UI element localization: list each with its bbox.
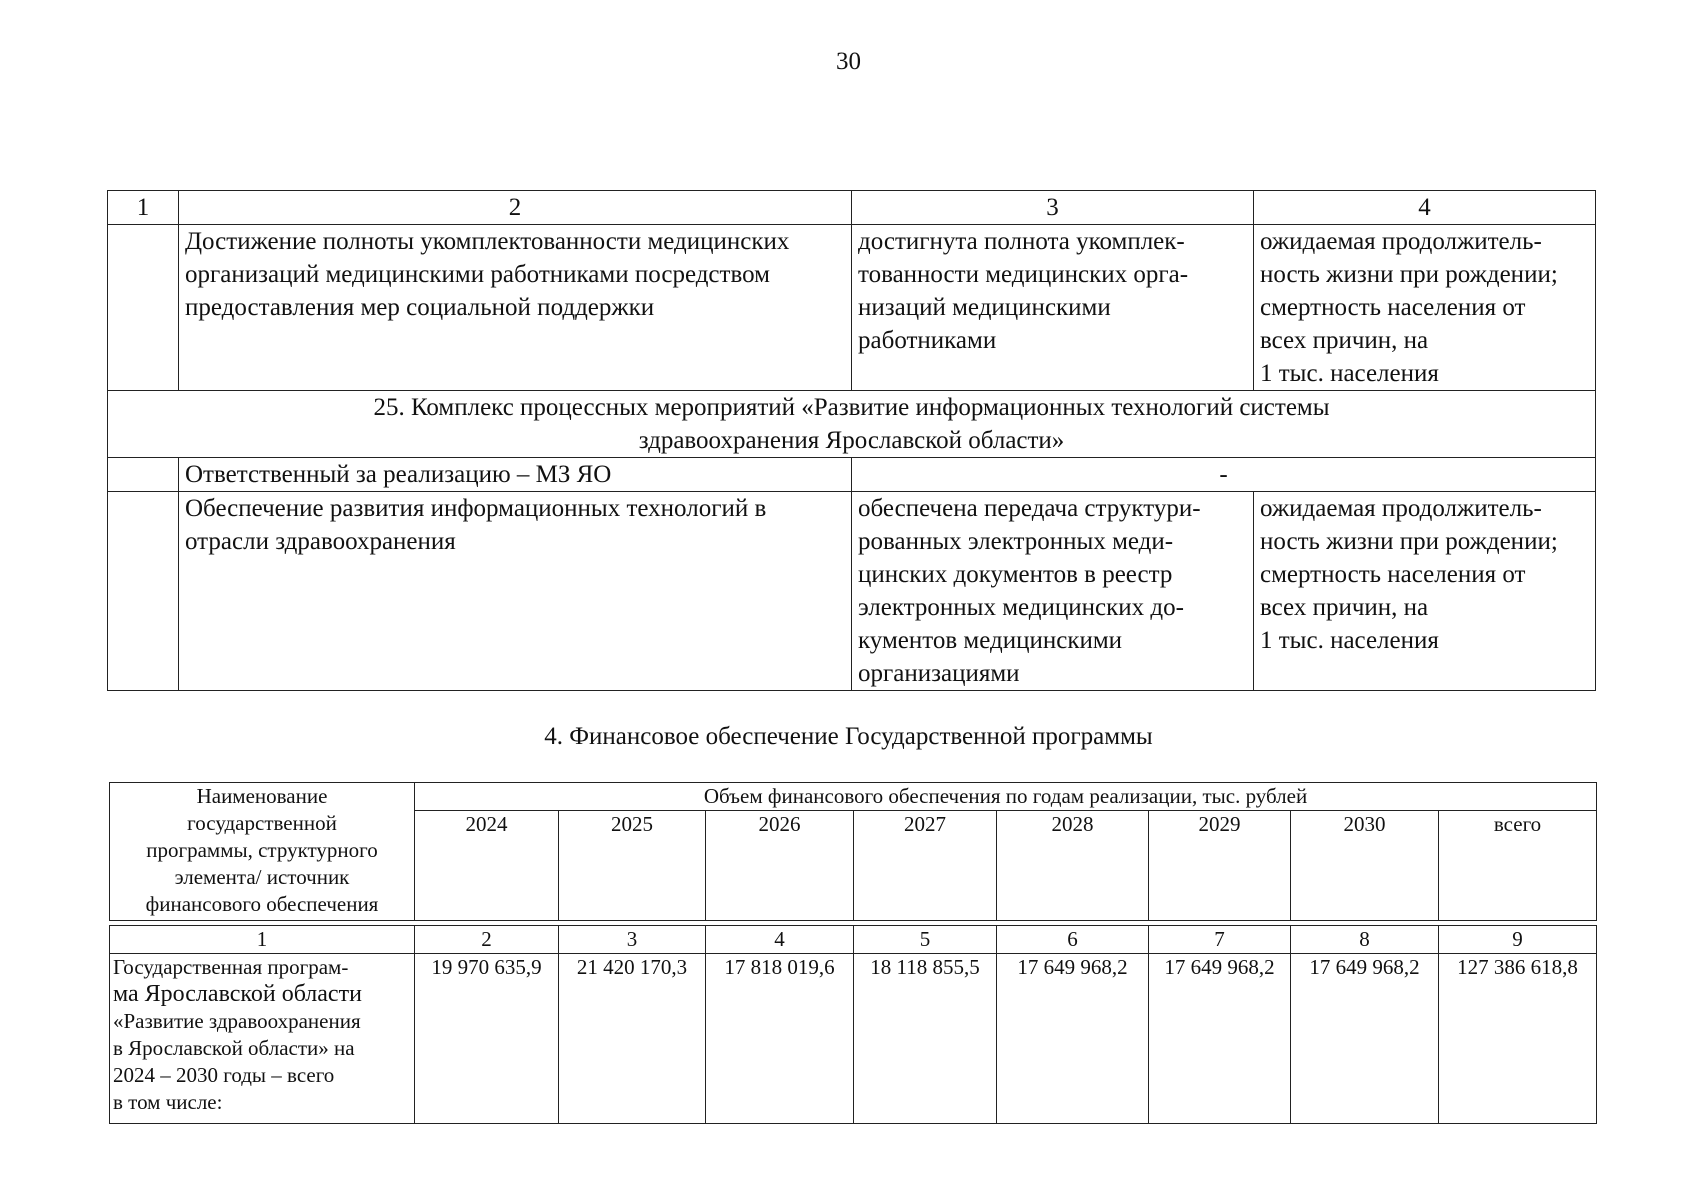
col-number-3: 3 [852,191,1254,225]
section-title [108,391,1596,458]
name-header-line: элемента/ источник [174,865,350,889]
program-name-line: 2024 – 2030 годы – всего [113,1063,335,1087]
result-line: работниками [858,327,997,354]
result-line: обеспечена передача структури- [858,495,1201,522]
section-row [108,391,1596,458]
indicator-cell [1254,492,1596,691]
row-number-cell [108,225,179,391]
name-header-line: Наименование [196,784,328,808]
name-header-line: финансового обеспечения [145,892,379,916]
table-header-row [108,191,1596,225]
value-2026: 17 818 019,6 [706,954,854,1124]
indicator-line: смертность населения от [1260,561,1526,588]
result-line: электронных медицинских до- [858,594,1184,621]
section-heading: 4. Финансовое обеспечение Государственной программы [544,723,1153,750]
indicator-line: всех причин, на [1260,327,1429,354]
result-line: достигнута полнота укомплек- [858,228,1185,255]
column-number: 6 [997,926,1149,954]
value-2024: 19 970 635,9 [415,954,559,1124]
value-2030: 17 649 968,2 [1291,954,1439,1124]
indicators-table [107,190,1596,691]
column-number: 9 [1439,926,1597,954]
year-2030: 2030 [1291,811,1439,921]
volume-header: Объем финансового обеспечения по годам реализации, тыс. рублей [415,783,1597,811]
responsible-label: Ответственный за реализацию – МЗ ЯО [179,458,852,492]
col-number-4: 4 [1254,191,1596,225]
task-cell: Достижение полноты укомплектованности медицинских организаций медицинскими работниками посредством предоставления мер социальной поддержки [179,225,852,391]
name-header [110,783,415,921]
column-number: 5 [854,926,997,954]
indicator-cell [1254,225,1596,391]
indicator-line: ожидаемая продолжитель- [1260,495,1542,522]
result-cell [852,225,1254,391]
indicator-line: 1 тыс. населения [1260,360,1439,387]
name-header-line: программы, структурного [146,838,378,862]
task-cell: Обеспечение развития информационных технологий в отрасли здравоохранения [179,492,852,691]
col-number-1: 1 [108,191,179,225]
responsible-value: - [852,458,1596,492]
result-line: кументов медицинскими [858,627,1123,654]
indicator-line: 1 тыс. населения [1260,627,1439,654]
value-2027: 18 118 855,5 [854,954,997,1124]
col-number-2: 2 [179,191,852,225]
program-name-line: ма Ярославской области [113,981,362,1007]
finance-header-row [110,783,1597,811]
column-number: 4 [706,926,854,954]
value-2028: 17 649 968,2 [997,954,1149,1124]
column-numbers-row [110,926,1597,954]
section-title-line: здравоохранения Ярославской области» [638,427,1065,454]
table-row [110,954,1597,1124]
program-name-line: «Развитие здравоохранения [113,1009,361,1033]
result-line: тованности медицинских орга- [858,261,1189,288]
section-title-line: 25. Комплекс процессных мероприятий «Развитие информационных технологий системы [373,394,1330,421]
result-line: низаций медицинскими [858,294,1111,321]
table-row [108,225,1596,391]
year-2025: 2025 [559,811,706,921]
column-number: 1 [110,926,415,954]
year-2024: 2024 [415,811,559,921]
program-name-line: в Ярославской области» на [113,1036,355,1060]
result-line: рованных электронных меди- [858,528,1174,555]
column-number: 3 [559,926,706,954]
indicator-line: смертность населения от [1260,294,1526,321]
indicator-line: ность жизни при рождении; [1260,528,1558,555]
program-name-line: Государственная програм- [113,955,349,979]
column-number: 7 [1149,926,1291,954]
table-row [108,492,1596,691]
result-line: организациями [858,660,1020,687]
result-line: цинских документов в реестр [858,561,1173,588]
result-cell [852,492,1254,691]
finance-table [109,782,1597,1124]
row-number-cell [108,458,179,492]
total-header: всего [1439,811,1597,921]
year-2026: 2026 [706,811,854,921]
name-header-line: государственной [187,811,337,835]
column-number: 2 [415,926,559,954]
responsible-row [108,458,1596,492]
value-2029: 17 649 968,2 [1149,954,1291,1124]
column-number: 8 [1291,926,1439,954]
program-name-line: в том числе: [113,1090,223,1114]
year-2028: 2028 [997,811,1149,921]
year-2029: 2029 [1149,811,1291,921]
year-2027: 2027 [854,811,997,921]
indicator-line: ожидаемая продолжитель- [1260,228,1542,255]
page-number: 30 [836,48,861,75]
value-total: 127 386 618,8 [1439,954,1597,1124]
row-number-cell [108,492,179,691]
value-2025: 21 420 170,3 [559,954,706,1124]
indicator-line: ность жизни при рождении; [1260,261,1558,288]
indicator-line: всех причин, на [1260,594,1429,621]
program-name-cell [110,954,415,1124]
